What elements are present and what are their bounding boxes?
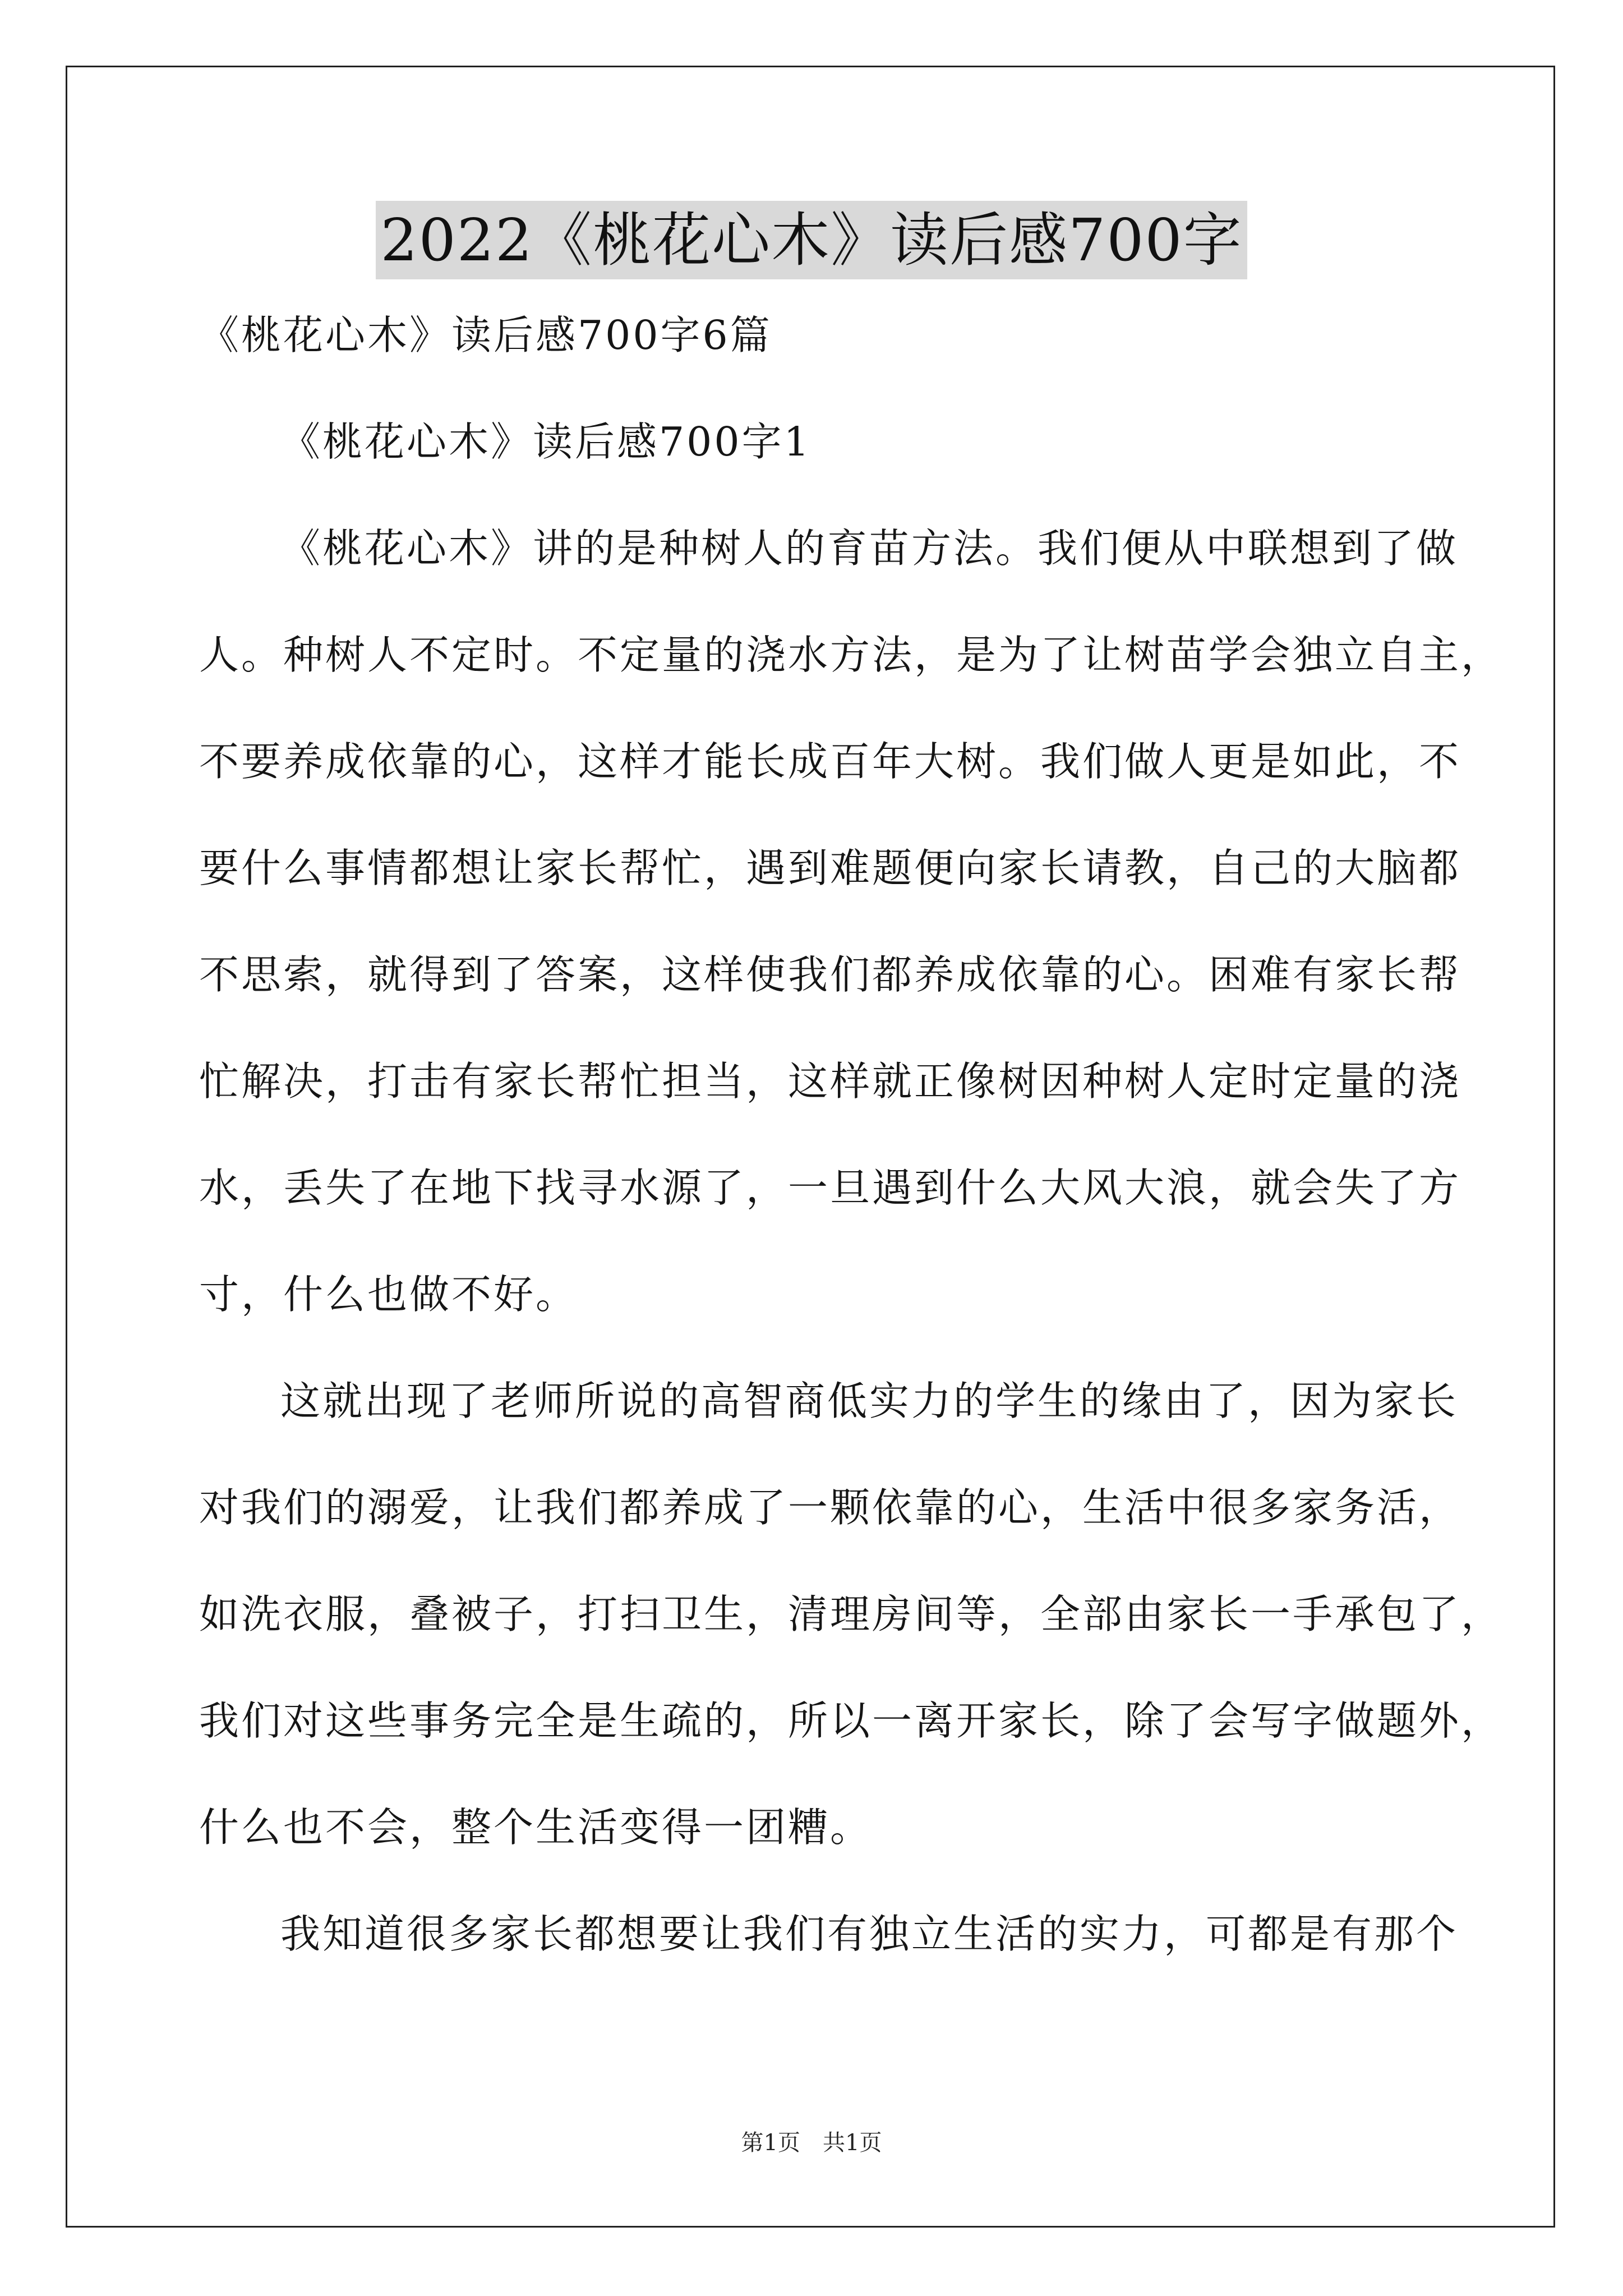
body-line: 寸，什么也做不好。 [199, 1271, 578, 1318]
body-line: 水，丢失了在地下找寻水源了，一旦遇到什么大风大浪，就会失了方 [199, 1165, 1461, 1211]
body-line: 对我们的溺爱，让我们都养成了一颗依靠的心，生活中很多家务活， [199, 1484, 1461, 1531]
document-title: 2022《桃花心木》读后感700字 [376, 201, 1247, 279]
body-line: 《桃花心木》讲的是种树人的育苗方法。我们便从中联想到了做 [280, 525, 1459, 572]
page-footer: 第1页 共1页 [741, 2130, 882, 2156]
document-subtitle: 《桃花心木》读后感700字6篇 [199, 312, 772, 358]
body-line: 忙解决，打击有家长帮忙担当，这样就正像树因种树人定时定量的浇 [199, 1058, 1461, 1105]
body-line: 要什么事情都想让家长帮忙，遇到难题便向家长请教，自己的大脑都 [199, 845, 1461, 891]
body-line: 什么也不会，整个生活变得一团糟。 [199, 1804, 873, 1851]
body-line: 我知道很多家长都想要让我们有独立生活的实力，可都是有那个 [280, 1911, 1459, 1957]
section-heading: 《桃花心木》读后感700字1 [280, 418, 811, 465]
page-border [66, 66, 1555, 2228]
title-container [0, 201, 1623, 279]
body-line: 不要养成依靠的心，这样才能长成百年大树。我们做人更是如此，不 [199, 738, 1461, 785]
body-line: 不思索，就得到了答案，这样使我们都养成依靠的心。困难有家长帮 [199, 951, 1461, 998]
body-line: 人。种树人不定时。不定量的浇水方法，是为了让树苗学会独立自主， [199, 632, 1504, 678]
body-line: 这就出现了老师所说的高智商低实力的学生的缘由了，因为家长 [280, 1378, 1459, 1424]
body-line: 如洗衣服，叠被子，打扫卫生，清理房间等，全部由家长一手承包了， [199, 1591, 1504, 1637]
body-line: 我们对这些事务完全是生疏的，所以一离开家长，除了会写字做题外， [199, 1697, 1504, 1744]
